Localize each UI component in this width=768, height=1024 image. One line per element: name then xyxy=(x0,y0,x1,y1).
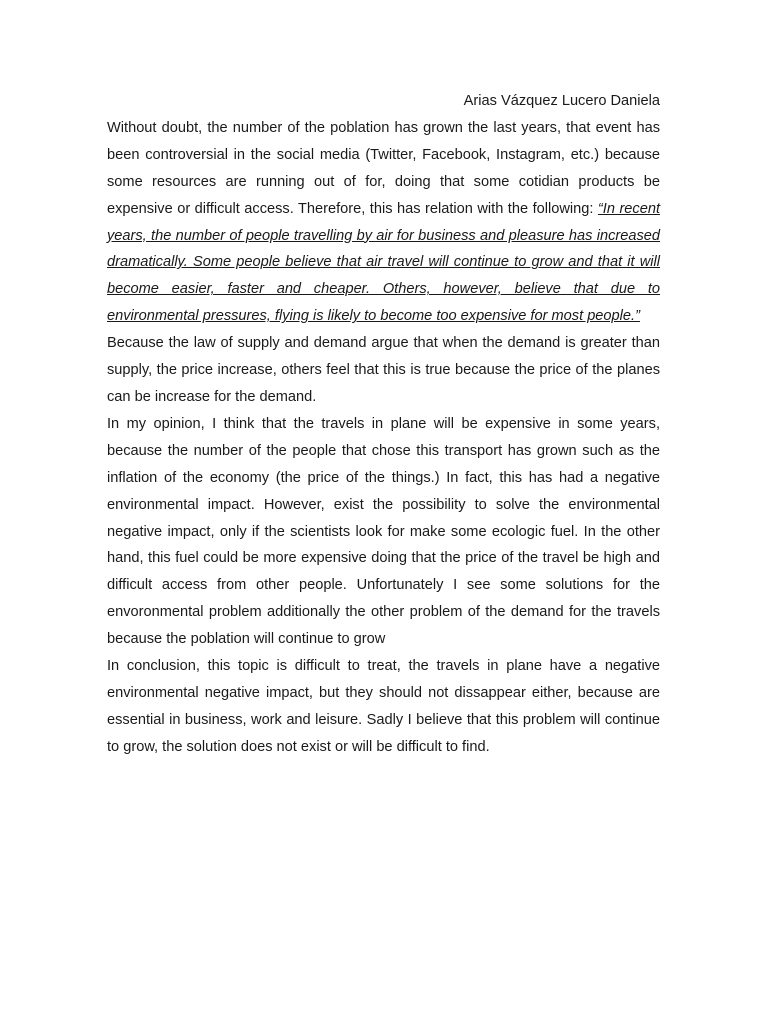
intro-text: Without doubt, the number of the poblation has grown the last years, that event has been controversial in the social media (Twitter, Facebook, Instagram, etc.) because some resources are running out of for, doing that some cotidian products be expensive or difficult access. Therefore, this has relation with the following: xyxy=(107,119,660,217)
paragraph-intro xyxy=(107,115,660,330)
paragraph-conclusion: In conclusion, this topic is difficult to treat, the travels in plane have a negative environmental negative impact, but they should not dissappear either, because are essential in business, work and leisure. Sadly I believe that this problem will continue to grow, the solution does not exist or will be difficult to find. xyxy=(107,658,660,755)
quoted-prompt: “In recent years, the number of people travelling by air for business and pleasure has increased dramatically. Some people believe that air travel will continue to grow and that it will become easier, faster and cheaper. Others, however, believe that due to environmental pressures, flying is likely to become too expensive for most people.” xyxy=(107,200,660,325)
document-page xyxy=(107,88,660,761)
paragraph-opinion: In my opinion, I think that the travels in plane will be expensive in some years, because the number of the people that chose this transport has grown such as the inflation of the economy (the price of the things.) In fact, this has had a negative environmental impact. However, exist the possibility to solve the environmental negative impact, only if the scientists look for make some ecologic fuel. In the other hand, this fuel could be more expensive doing that the price of the travel be high and difficult access from other people. Unfortunately I see some solutions for the envoronmental problem additionally the other problem of the demand for the travels because the poblation will continue to grow xyxy=(107,415,660,648)
author-name: Arias Vázquez Lucero Daniela xyxy=(463,93,660,109)
paragraph-supply-demand: Because the law of supply and demand argue that when the demand is greater than supply, the price increase, others feel that this is true because the price of the planes can be increase for the demand. xyxy=(107,335,660,405)
